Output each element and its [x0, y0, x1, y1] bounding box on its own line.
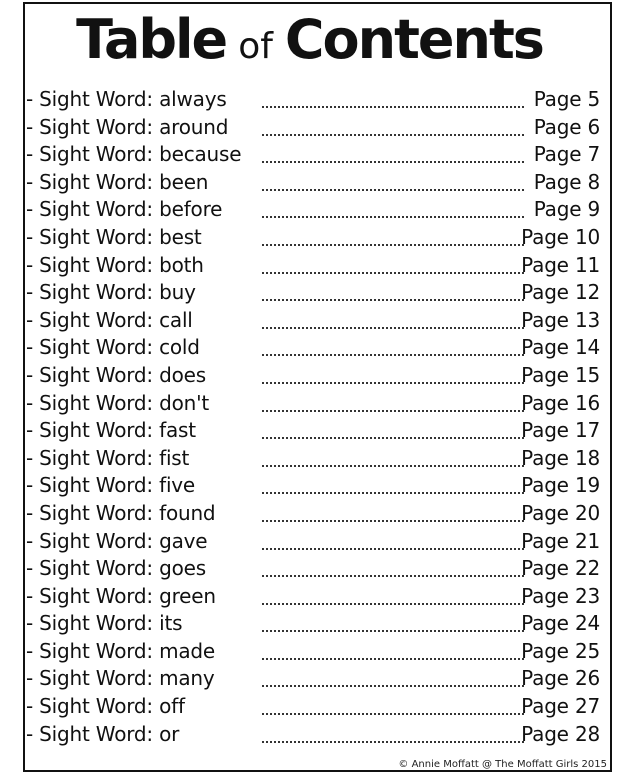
dot-leader [262, 106, 524, 108]
dot-leader [262, 603, 524, 605]
toc-entry-title: - Sight Word: around [26, 114, 229, 139]
dot-leader [262, 465, 524, 467]
dot-leader [262, 410, 524, 412]
dot-leader [262, 134, 524, 136]
toc-entry [26, 362, 606, 390]
toc-entry [26, 196, 606, 224]
toc-entry-title: - Sight Word: don't [26, 390, 210, 415]
toc-entry-page: Page 19 [521, 473, 600, 498]
toc-list [26, 86, 606, 748]
toc-entry-title: - Sight Word: five [26, 473, 196, 498]
dot-leader [262, 741, 524, 743]
toc-entry [26, 528, 606, 556]
toc-entry-title: - Sight Word: or [26, 721, 180, 746]
toc-entry-title: - Sight Word: call [26, 307, 193, 332]
dot-leader [262, 492, 524, 494]
toc-entry-title: - Sight Word: goes [26, 556, 206, 581]
toc-entry [26, 279, 606, 307]
toc-entry-page: Page 5 [533, 87, 600, 111]
toc-entry-page: Page 10 [521, 224, 600, 249]
toc-entry [26, 86, 606, 114]
dot-leader [262, 382, 524, 384]
title-table-word: Table [76, 8, 227, 71]
dot-leader [262, 658, 524, 660]
dot-leader [262, 630, 524, 632]
toc-entry-title: - Sight Word: cold [26, 335, 200, 360]
dot-leader [262, 161, 524, 163]
toc-entry-title: - Sight Word: green [26, 583, 216, 608]
toc-entry-page: Page 25 [521, 638, 600, 663]
toc-entry-page: Page 26 [521, 666, 600, 691]
toc-entry-title: - Sight Word: fast [26, 418, 196, 443]
toc-entry-page: Page 15 [521, 362, 600, 387]
toc-entry-title: - Sight Word: buy [26, 280, 196, 305]
toc-entry [26, 583, 606, 611]
toc-entry-title: - Sight Word: fist [26, 445, 190, 470]
dot-leader [262, 575, 524, 577]
toc-entry-page: Page 28 [521, 721, 600, 746]
toc-entry-page: Page 22 [521, 556, 600, 581]
toc-entry-title: - Sight Word: does [26, 362, 206, 387]
dot-leader [262, 520, 524, 522]
toc-entry-title: - Sight Word: off [26, 694, 185, 719]
dot-leader [262, 713, 524, 715]
toc-entry-page: Page 9 [533, 197, 600, 222]
dot-leader [262, 189, 524, 191]
toc-entry-title: - Sight Word: because [26, 142, 242, 167]
toc-entry-page: Page 16 [521, 390, 600, 415]
toc-entry-title: - Sight Word: found [26, 500, 216, 525]
toc-entry-title: - Sight Word: been [26, 169, 209, 194]
toc-entry-page: Page 12 [521, 280, 600, 305]
toc-entry-page: Page 6 [533, 114, 600, 139]
title-of-word: of [238, 26, 273, 67]
dot-leader [262, 272, 524, 274]
toc-entry-title: - Sight Word: always [26, 87, 227, 111]
toc-entry [26, 500, 606, 528]
toc-entry-page: Page 7 [533, 142, 600, 167]
toc-entry [26, 252, 606, 280]
toc-entry-page: Page 8 [533, 169, 600, 194]
toc-entry [26, 693, 606, 721]
toc-entry-title: - Sight Word: made [26, 638, 216, 663]
toc-entry [26, 307, 606, 335]
title-contents-word: Contents [284, 8, 543, 71]
toc-entry-page: Page 20 [521, 500, 600, 525]
dot-leader [262, 244, 524, 246]
toc-entry [26, 472, 606, 500]
dot-leader [262, 548, 524, 550]
toc-entry [26, 665, 606, 693]
dot-leader [262, 327, 524, 329]
toc-entry [26, 610, 606, 638]
toc-entry [26, 555, 606, 583]
toc-entry-page: Page 11 [521, 252, 600, 277]
toc-entry [26, 417, 606, 445]
toc-entry [26, 638, 606, 666]
toc-entry-page: Page 13 [521, 307, 600, 332]
toc-entry-title: - Sight Word: both [26, 252, 204, 277]
page-title [0, 4, 619, 76]
dot-leader [262, 299, 524, 301]
toc-entry [26, 390, 606, 418]
toc-entry [26, 169, 606, 197]
dot-leader [262, 216, 524, 218]
dot-leader [262, 354, 524, 356]
toc-entry [26, 141, 606, 169]
toc-entry-title: - Sight Word: its [26, 611, 183, 636]
copyright-notice: © Annie Moffatt @ The Moffatt Girls 2015 [398, 759, 607, 770]
toc-entry-page: Page 24 [521, 611, 600, 636]
toc-entry [26, 114, 606, 142]
toc-entry-page: Page 23 [521, 583, 600, 608]
toc-entry [26, 334, 606, 362]
toc-entry-title: - Sight Word: before [26, 197, 223, 222]
toc-entry [26, 224, 606, 252]
toc-entry-title: - Sight Word: best [26, 224, 202, 249]
dot-leader [262, 437, 524, 439]
toc-entry-page: Page 14 [521, 335, 600, 360]
toc-entry-page: Page 18 [521, 445, 600, 470]
dot-leader [262, 685, 524, 687]
toc-entry [26, 445, 606, 473]
toc-entry-page: Page 21 [521, 528, 600, 553]
toc-entry-page: Page 17 [521, 418, 600, 443]
toc-entry-title: - Sight Word: many [26, 666, 215, 691]
toc-entry-page: Page 27 [521, 694, 600, 719]
toc-entry [26, 721, 606, 749]
toc-entry-title: - Sight Word: gave [26, 528, 208, 553]
